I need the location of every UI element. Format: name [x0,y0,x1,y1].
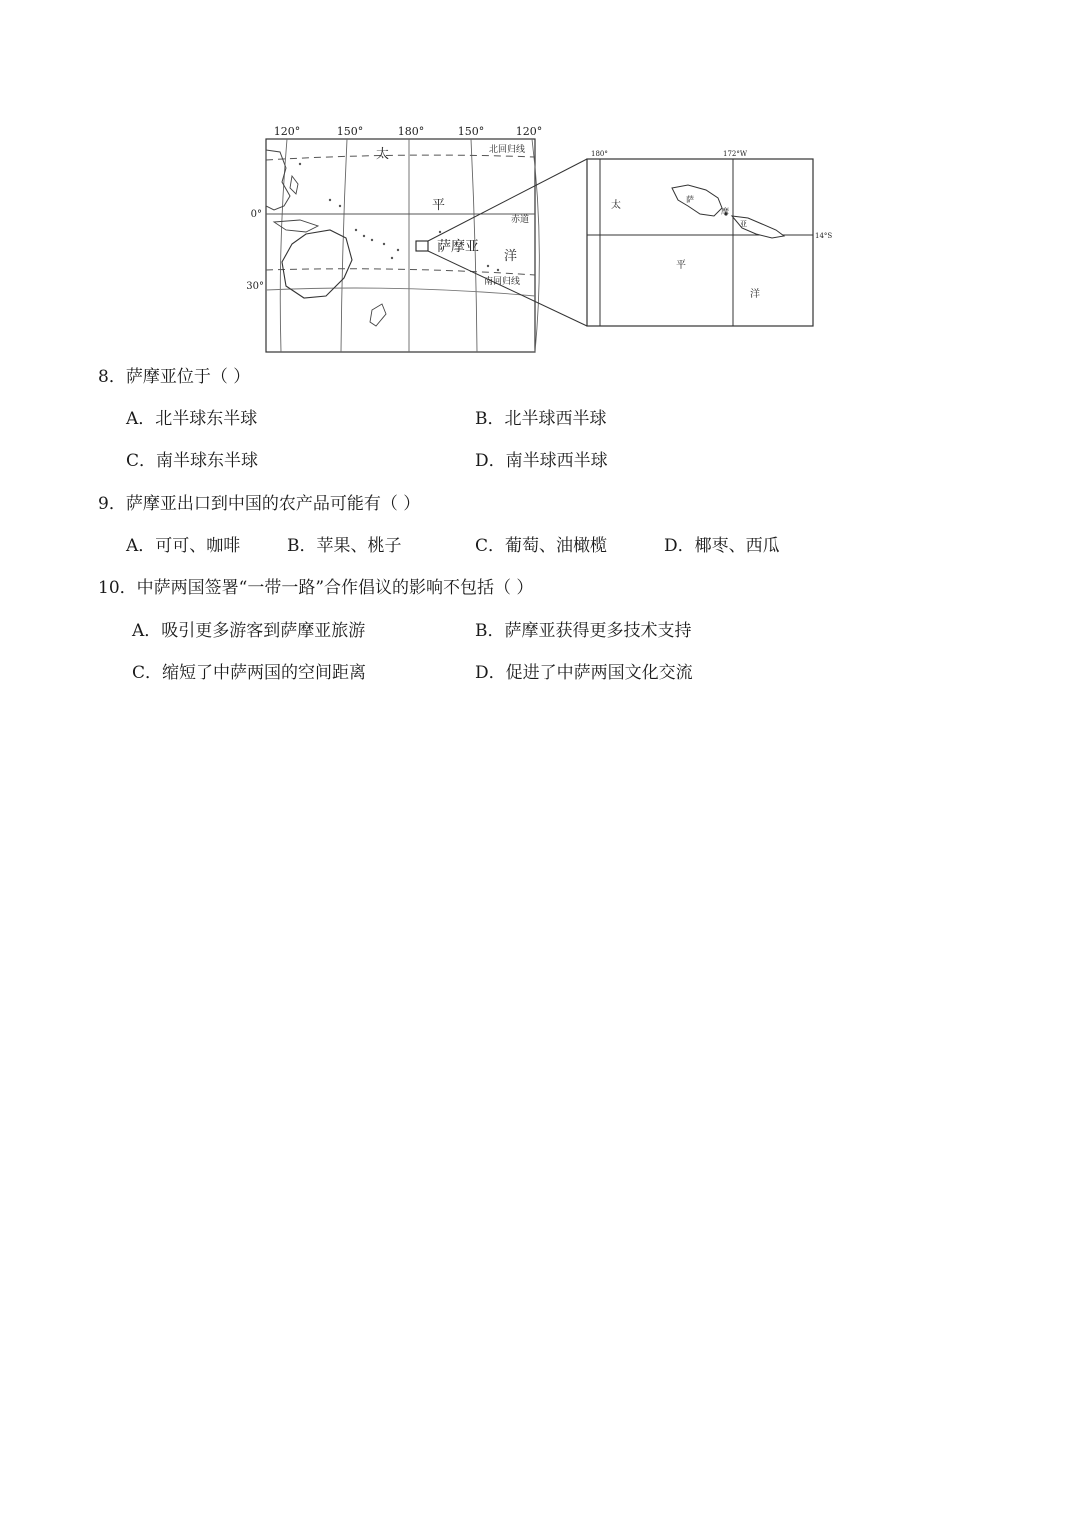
map-figure [0,0,1080,360]
savaii-island [672,185,722,216]
question-8-option-c[interactable]: C．南半球东半球 [126,451,259,471]
samoa-label: 萨摩亚 [437,239,479,255]
lon-label: 150° [457,125,485,138]
tropic-of-capricorn-label: 南回归线 [484,277,521,287]
question-9-option-a[interactable]: A．可可、咖啡 [126,536,241,556]
island-char: 萨 [686,195,694,204]
inset-lon-label: 180° [591,150,608,158]
question-10-stem: 10．中萨两国签署“一带一路”合作倡议的影响不包括（ ） [98,578,534,598]
question-9-option-b[interactable]: B．苹果、桃子 [287,536,402,556]
ocean-char: 洋 [504,249,518,264]
samoa-locator-box [416,241,428,251]
lon-label: 180° [397,125,425,138]
island-char: 亚 [740,220,747,228]
equator-label: 赤道 [511,215,530,225]
ocean-char: 平 [676,260,686,271]
question-10-option-d[interactable]: D．促进了中萨两国文化交流 [475,663,693,683]
question-8-option-b[interactable]: B．北半球西半球 [475,409,607,429]
ocean-char: 洋 [750,289,760,300]
question-10-option-a[interactable]: A．吸引更多游客到萨摩亚旅游 [132,621,366,641]
ocean-char: 太 [376,147,390,162]
map-svg [0,0,1080,360]
question-10-option-b[interactable]: B．萨摩亚获得更多技术支持 [475,621,692,641]
tropic-of-cancer-label: 北回归线 [489,145,526,155]
island-char: 摩 [721,207,729,216]
inset-lat-label: 14°S [815,232,833,240]
question-10-option-c[interactable]: C．缩短了中萨两国的空间距离 [132,663,367,683]
world-map-frame [266,139,535,352]
inset-lon-label: 172°W [723,150,748,158]
lat-label: 30° [246,281,264,292]
question-9-option-d[interactable]: D．椰枣、西瓜 [664,536,780,556]
question-8-option-d[interactable]: D．南半球西半球 [475,451,608,471]
question-8-stem: 8．萨摩亚位于（ ） [98,367,251,387]
lon-label: 120° [515,125,543,138]
question-9-stem: 9．萨摩亚出口到中国的农产品可能有（ ） [98,494,421,514]
ocean-char: 太 [611,200,621,211]
lon-label: 150° [336,125,364,138]
question-8-option-a[interactable]: A．北半球东半球 [126,409,258,429]
lat-label: 0° [250,209,262,220]
ocean-char: 平 [432,198,446,213]
lon-label: 120° [273,125,301,138]
inset-map-frame [587,159,813,326]
question-9-option-c[interactable]: C．葡萄、油橄榄 [475,536,608,556]
